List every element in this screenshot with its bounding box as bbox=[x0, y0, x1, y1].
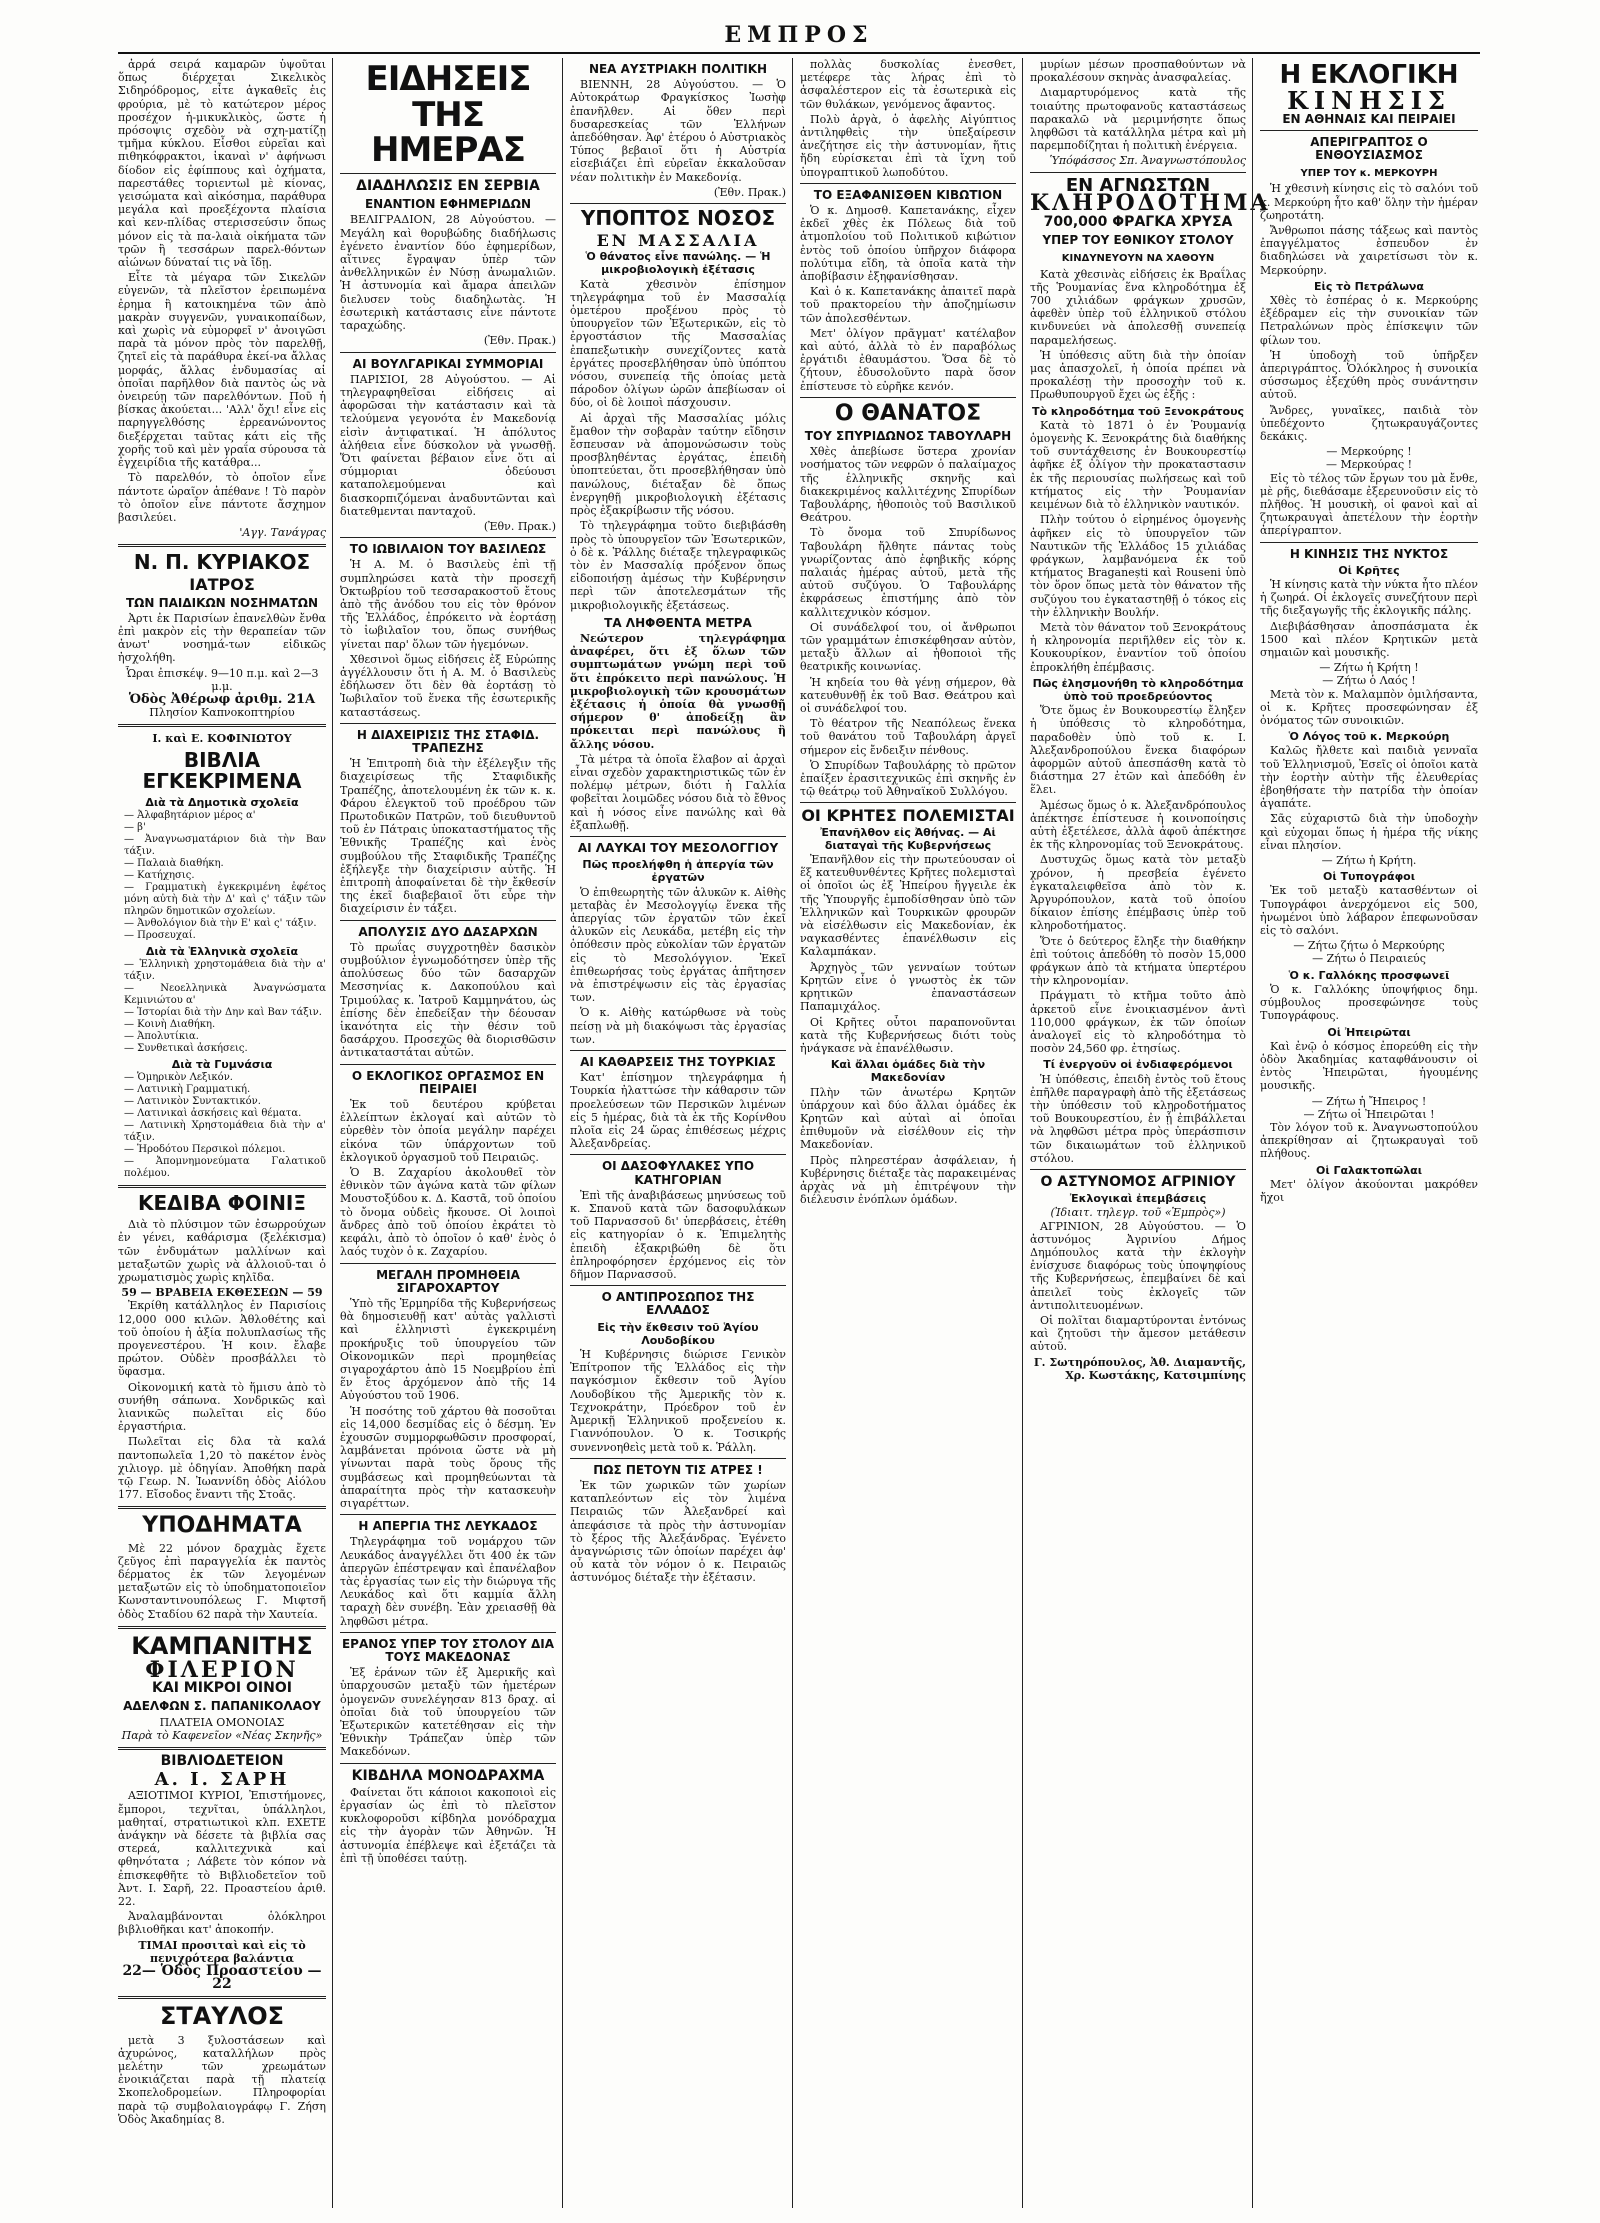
cheer: — Μερκούρης ! bbox=[1326, 445, 1412, 459]
list-item: — Ἀπολυτίκια. bbox=[124, 1030, 199, 1042]
article-text: πολλὰς δυσκολίας ἐνεσθετ, μετέφερε τὰς λήρας ἐπὶ τὸ ἀσφαλέστερον εἰς τὰ ἐσωτερικὰ εἰς τῶν θυλάκων, γενόμενος ἄφαντος. bbox=[800, 58, 1016, 111]
article-text: ΒΕΛΙΓΡΑΔΙΟΝ, 28 Αὐγούστου. — Μεγάλη καὶ θορυβώδης διαδήλωσις ἐγένετο ἐναντίον δύο ἐφημερίδων, αἵτινες ἔγραψαν ὑπὲρ τῶν ἀνθελληνικῶν ἐν Νύσῃ ἀνωμαλιῶν. Ἡ ἀστυνομία καὶ ἄμαρα ἀπειλῶν διελυσεν τοὺς διαδηλωτὰς. Ἡ ἐσωτερικὴ κατάστασις εἶνε πάντοτε ταραχώδης. bbox=[340, 213, 556, 333]
ad-from: I. καὶ Ε. ΚΟΦΙΝΙΩΤΟΥ bbox=[152, 732, 292, 746]
ad-hours: Ὧραι ἐπισκέψ. 9—10 π.μ. καὶ 2—3 μ.μ. bbox=[125, 666, 319, 693]
article-text: Οἱ συνάδελφοί του, οἱ ἄνθρωποι τῶν γραμμάτων ἐπισκέφθησαν αὐτὸν, μεταξὺ ἄλλων αἱ ἠθοποιοὶ τῆς θεατρικῆς κοινωνίας. bbox=[800, 620, 1016, 674]
article-text: Νεώτερον τηλεγράφημα ἀναφέρει, ὅτι ἐξ ὅλων τῶν συμπτωμάτων γνώμη περὶ τοῦ ὅτι ἐπρόκειτο περὶ πανώλους. Ἡ μικροβιολογικὴ τῶν κρουσμάτων ἐξέτασις ἡ ὁποία θὰ γνωσθῇ σήμερον θ' ἀποδείξῃ ἂν πρόκειται περὶ πανώλους ἢ ἄλλης νόσου. bbox=[570, 631, 786, 751]
article-text: Ἡ χθεσινὴ κίνησις εἰς τὸ σαλόνι τοῦ κ. Μερκούρη ἦτο καθ' ὅλην τὴν ἡμέραν ζωηροτάτη. bbox=[1260, 182, 1478, 222]
article-text: Ἡ κηδεία του θὰ γένῃ σήμερον, θὰ κατευθυνθῇ ἐκ τοῦ Βασ. Θεάτρου καὶ οἱ συνάδελφοί του. bbox=[800, 675, 1016, 716]
article-text: Οἱ Κρῆτες οὗτοι παραπονοῦνται κατὰ τῆς Κυβερνήσεως διότι τοὺς ἠνάγκασε νὰ ἐπανέλθωσιν. bbox=[800, 1015, 1016, 1055]
headline: Η ΔΙΑΧΕΙΡΙΣΙΣ ΤΗΣ ΣΤΑΦΙΔ. ΤΡΑΠΕΖΗΣ bbox=[356, 727, 540, 755]
article-text: Μετ' ὀλίγον πρᾶγματ' κατέλαβον καὶ αὐτό, ἀλλὰ τὸ ἐν παραβόλως ἐργάτιδι ἐθαυμάστου. Ὅσα δὲ τὸ ζήτουν, ἐδυσολοῦντο παρὰ ὅσον ἐπίστευσε τὸ εὑρῆκε κενόν. bbox=[800, 326, 1016, 393]
article-text: Κατ' ἐπίσημον τηλεγράφημα ἡ Τουρκία ἠλαττώσε τὴν κάθαρσιν τῶν προελεύσεων τῶν Περσικῶν λιμένων εἰς 5 ἡμέρας, διὰ τὰ ἐκ τῆς Κορίνθου πλοῖα εἰς 24 ὥρας ἐπιθέσεως μέχρις Ἀλεξανδρείας. bbox=[570, 1071, 786, 1151]
subheadline: ΤΟΥ ΣΠΥΡΙΔΩΝΟΣ ΤΑΒΟΥΛΑΡΗ bbox=[804, 428, 1012, 443]
list-item: — Λατινικαὶ ἀσκήσεις καὶ θέματα. bbox=[124, 1108, 302, 1120]
ad-title: ΒΙΒΛΙΟΔΕΤΕΙΟΝ bbox=[160, 1752, 284, 1769]
ad-section: Διὰ τὰ Ἑλληνικὰ σχολεῖα bbox=[145, 944, 299, 958]
article-text: Ὅτε ὅμως ἐν Βουκουρεστίῳ ἔληξεν ἡ ὑπόθεσις τὸ κληροδότημα, παραδοθὲν ὑπὸ τοῦ κ. Ι. Ἀλεξανδροπούλου ἕνεκα διαφόρων ἀφορμῶν αὐτοῦ ἀπεσπάσθη κατὰ τὸ διάστημα 27 ἐτῶν καὶ ἀπεδόθη ἐν ἕλει. bbox=[1030, 704, 1246, 797]
divider bbox=[570, 1154, 786, 1155]
list-item: — Λατινικὸν Συντακτικόν. bbox=[124, 1096, 261, 1108]
ad-text: Μὲ 22 μόνον δραχμὰς ἔχετε ζεῦγος ἐπὶ παραγγελία ἐκ παντὸς δέρματος ἐκ τῶν λεγομένων μεταξωτῶν εἰς τὸ ὑποδηματοποιεῖον Κωνσταντινουπόλεως Γ. Μιφτσῆ ὁδὸς Σταδίου 62 παρὰ τὴν Χαυτεία. bbox=[118, 1541, 326, 1621]
ad-title: ΣΤΑΥΛΟΣ bbox=[159, 2002, 285, 2031]
article-text: Ὁ Β. Ζαχαρίου ἀκολουθεῖ τὸν ἐθνικὸν τῶν ἀγώνα κατὰ τῶν φίλων Μουστοξύδου κ. Δ. Καστᾶ, τοῦ ὁποίου τὸ ὄνομα οὐδεὶς ἤκουσε. Οἱ λοιποὶ ἄνδρες ἀπὸ τοῦ ὁποίου ἐκράτει τὸ κεφάλι, ἀπὸ τὸ ὁποῖον ὁ καθ' ἑνὸς ὁ λαός τυχὸν ὁ κ. Ζαχαρίου. bbox=[340, 1166, 556, 1259]
divider bbox=[1260, 542, 1478, 543]
ad-subtitle: ΚΑΙ ΜΙΚΡΟΙ ΟΙΝΟΙ bbox=[152, 1680, 292, 1697]
divider bbox=[340, 1632, 556, 1633]
ad-title: ΚΑΜΠΑΝΙΤΗΣ bbox=[131, 1631, 313, 1660]
cheer: — Ζήτω ζήτω ὁ Μερκούρης bbox=[1293, 939, 1445, 953]
article-text: Ἐξ ἐράνων τῶν ἐξ Ἀμερικῆς καὶ ὑπαρχουσῶν μεταξὺ τῶν ἡμετέρων ὁμογενῶν συνελέγησαν 813 δραχ. αἱ ὁποῖαι διὰ τοῦ ὑπουργείου τῶν Ἐξωτερικῶν κατετέθησαν εἰς τὴν Ἐθνικὴν Τράπεζαν ὑπὲρ τῶν Μακεδόνων. bbox=[340, 1666, 556, 1759]
article-text: Πολὺ ἀργὰ, ὁ ἀφελὴς Αἰγύπτιος ἀντιληφθεὶς τὴν ὑπεξαίρεσιν ἀνεζήτησε εἰς τὴν ἀστυνομίαν, ἥτις ἤδη εὑρίσκεται ἐπὶ τὰ ἴχνη τοῦ ὑπογραπτικοῦ λωποδύτου. bbox=[800, 112, 1016, 179]
divider bbox=[570, 203, 786, 204]
subheadline: 700,000 ΦΡΑΓΚΑ ΧΡΥΣΑ bbox=[1043, 214, 1233, 231]
list-item: — Προσευχαί. bbox=[124, 929, 196, 941]
source: (Ἐθν. Πρακ.) bbox=[713, 185, 786, 199]
ad-address: Ὁδὸς Ἀθέρωφ ἀριθμ. 21Α bbox=[128, 691, 316, 707]
book-list bbox=[118, 810, 326, 942]
masthead: ΕΜΠΡΟΣ bbox=[724, 22, 874, 48]
divider bbox=[340, 173, 556, 174]
article-text: Ἄνθρωποι πάσης τάξεως καὶ παντὸς ἐπαγγέλματος ἐσπευδον ἐν διαδηλώσει νὰ χαιρετίσωσι τὸν κ. Μερκούρην. bbox=[1260, 223, 1478, 277]
subheadline: Οἱ Κρῆτες bbox=[1338, 563, 1400, 577]
article-text: Ἡ ὑπόθεσις αὕτη διὰ τὴν ὁποίαν μας ἀπασχολεῖ, ἡ ὁποία πρέπει νὰ προκαλέσῃ τὴν προσοχὴν τοῦ κ. Πρωθυπουργοῦ ἔχει ὡς ἑξῆς : bbox=[1030, 348, 1246, 402]
article-text: Τὸ πρωΐας συγχροτηθὲν δασικὸν συμβούλιον ἐγνωμοδότησεν ὑπὲρ τῆς ἀπολύσεως δύο τῶν δασαρχῶν Μεσσηνίας κ. Δακοπούλου καὶ Τριμούλας κ. Ἰατροῦ Καμμηνάτου, ὡς ἐπίσης δὲν ἐπεδείξαν τὴν δέουσαν ἱκανότητα εἰς τὴν θέσιν τοῦ δασάρχου. Προσεχῶς θὰ διορισθῶσιν ἀντικαταστάται αὐτῶν. bbox=[340, 940, 556, 1060]
subheadline: Οἱ Ἠπειρῶται bbox=[1327, 1025, 1411, 1039]
divider bbox=[118, 1747, 326, 1750]
headline: ΚΙΒΔΗΛΑ ΜΟΝΟΔΡΑΧΜΑ bbox=[351, 1767, 545, 1784]
cheer: — Ζήτω ὁ Λαός ! bbox=[1322, 674, 1416, 688]
article-text: Τὸ ὄνομα τοῦ Σπυρίδωνος Ταβουλάρη ἤλθητε πάντας τοὺς γνωρίζοντας ἀπὸ ἐφηβικῆς κόρης παλαιάς ἡμέρας αὐτοῦ, μετὰ τῆς αὐτοῦ συζύγου. Ὁ Ταβουλάρης ἐκφράσεως ἐπιστήμης ἀπὸ τὸν καλλιτεχνικὸν κόσμον. bbox=[800, 526, 1016, 619]
divider bbox=[340, 1514, 556, 1515]
masthead-rule bbox=[118, 52, 1480, 54]
ad-text: Διὰ τὸ πλύσιμον τῶν ἐσωρρούχων ἐν γένει, καθάρισμα (ξελέκισμα) τῶν ἐνδυμάτων μαλλίνων καὶ μεταξωτῶν χωρὶς νὰ ἀλλοιοῦ-ται ὁ χρωματισμὸς χωρὶς κηλῖδα. bbox=[118, 1218, 326, 1284]
subheadline: ΕΝ ΜΑΣΣΑΛΙΑ bbox=[596, 231, 760, 251]
article-text: Ἐπανῆλθον εἰς τὴν πρωτεύουσαν οἱ ἕξ κατευθυνθέντες Κρῆτες πολεμισταὶ οἱ ὁποῖοι ὡς ἐξ Ἠπείρου ἤγγειλε ἐκ τῆς Ὑπουργῆς ἐμποδίσθησαν ὑπὸ τῶν Ἑλληνικῶν καὶ Τουρκικῶν φρουρῶν νὰ εἰσέλθωσιν εἰς Μακεδονίαν, ἐκ ναγκασθέντες ἐπανέλθωσιν εἰς Καλαμπάκαν. bbox=[800, 853, 1016, 959]
article-text: Ἡ Ἐπιτροπὴ διὰ τὴν ἐξέλεγξιν τῆς διαχειρίσεως τῆς Σταφιδικῆς Τραπέζης, ἀποτελουμένη ἐκ τῶν κ. κ. Φάρου ἐλεγκτοῦ τοῦ προέδρου τῶν Πρωτοδικῶν Πατρῶν, τοῦ διευθυντοῦ τοῦ ἐν Πάτραις ὑποκαταστήματος τῆς Ἐθνικῆς Τραπέζης καὶ ἑνὸς συμβούλου τῆς Σταφιδικῆς Τραπέζης ἐξήλεγξε τὴν διαχείρισιν αὐτῆς. Ἡ ἐπιτροπὴ ἀποφαίνεται δὲ τὴν ἔκθεσίν της ἐκεῖ διαβεβαιοῖ ὅτι εὗρε τὴν διαχείρισιν ἐν τάξει. bbox=[340, 757, 556, 916]
subheadline: Πῶς ἐλησμονήθη τὸ κληροδότημα ὑπὸ τοῦ προεδρεύοντος bbox=[1032, 676, 1244, 703]
ad-price: ΤΙΜΑΙ προσιταὶ καὶ εἰς τὸ πενιχρότερα βαλάντια bbox=[138, 1938, 306, 1965]
article-text: Κατὰ τὸ 1871 ὁ ἐν Ῥουμανίᾳ ὁμογενὴς Κ. Ξενοκράτης διὰ διαθήκης τοῦ συντάχθεισης ἐν Βουκουρεστίῳ ἀφῆκε ἐξ ὀλίγον τὴν προκαταστασιν ἐκ τῆς περιουσίας πωλήσεως καὶ τοῦ κτήματος εἰς τὴν Ῥουμανίαν κειμένων διὰ τὸ ἑλληνικὸν ναυτικόν. bbox=[1030, 418, 1246, 512]
headline: ΑΙ ΒΟΥΛΓΑΡΙΚΑΙ ΣΥΜΜΟΡΙΑΙ bbox=[352, 356, 544, 371]
article-lead: Εἰς τὴν ἔκθεσιν τοῦ Ἁγίου Λουδοβίκου bbox=[597, 1320, 759, 1347]
article-text: Μετ' ὀλίγον ἀκούονται μακρόθεν ἤχοι bbox=[1260, 1177, 1478, 1204]
article-text: Πρὸς πληρεστέραν ἀσφάλειαν, ἡ Κυβέρνησις διέταξε τὰς παρακειμένας ἀρχὰς νὰ μὴ ἐπιτρέψουν τὴν διέλευσιν ἐνόπλων ὁμάδων. bbox=[800, 1153, 1016, 1207]
list-item: — Ἡροδότου Περσικοὶ πόλεμοι. bbox=[124, 1144, 286, 1156]
divider bbox=[800, 397, 1016, 398]
column-1 bbox=[118, 58, 326, 2208]
list-item: — Γραμματικὴ ἐγκεκριμένη ἐφέτος μόνη αὐτὴ διὰ τὴν Δ' καὶ ς' τάξιν τῶν πληρῶν δημοτικῶν σχολείων. bbox=[124, 881, 326, 917]
divider bbox=[1260, 130, 1478, 131]
column-rule bbox=[1022, 58, 1023, 2208]
article-text: Ὁ κ. Γαλλόκης ὑποψήφιος δημ. σύμβουλος προσεφώνησε τοὺς Τυπογράφους. bbox=[1260, 982, 1478, 1023]
divider bbox=[570, 1285, 786, 1286]
divider bbox=[570, 1050, 786, 1051]
ad-near: Παρὰ τὸ Καφενεῖον «Νέας Σκηνῆς» bbox=[121, 1728, 323, 1742]
divider bbox=[118, 1626, 326, 1629]
article-text: Ἐκ τοῦ δευτέρου κρύβεται ἐλλείπτων ἐκλογαί καὶ αὐτῶν τὸ εὐρεθὲν τὸν ὁποία μεγάλην παρέχει εἰκόνα τῶν ὑπάρχοντων τοῦ ἐκλογικοῦ ὀργασμοῦ τοῦ Πειραιῶς. bbox=[340, 1098, 556, 1164]
divider bbox=[340, 1064, 556, 1065]
article-text: Τὰ μέτρα τὰ ὁποῖα ἔλαβον αἱ ἀρχαὶ εἶναι σχεδὸν χαρακτηριστικῶς τῶν ἐν πολέμῳ μέτρων, διότι ἡ Γαλλία φοβεῖται λοιμῶδες νόσου διὰ τὸ ἔθνος καὶ ἡ νόσος εἶνε πανώλης καὶ θὰ ἐξαπλωθῇ. bbox=[570, 752, 786, 832]
column-3 bbox=[570, 58, 786, 2208]
section-title: ΚΙΝΗΣΙΣ bbox=[1287, 86, 1451, 116]
article-text: Τὸ παρελθόν, τὸ ὁποῖον εἶνε πάντοτε ὡραῖον ἀπέθανε ! Τὸ παρὸν τὸ ὁποῖον εἶνε πάντοτε ἄσχημον βασιλεύει. bbox=[118, 471, 326, 524]
divider bbox=[1030, 172, 1246, 173]
divider bbox=[340, 352, 556, 353]
divider bbox=[118, 1185, 326, 1188]
list-item: — Λατινικὴ Γραμματική. bbox=[124, 1084, 251, 1096]
ad-title: ΚΕΔΙΒΑ ΦΟΙΝΙΞ bbox=[137, 1191, 307, 1216]
ad-text: ΑΞΙΟΤΙΜΟΙ ΚΥΡΙΟΙ, Ἐπιστήμονες, ἔμποροι, τεχνῖται, ὑπάλληλοι, μαθηταί, στρατιωτικοὶ κλπ. ΕΧΕΤΕ ἀνάγκην νὰ δέσετε τὰ βιβλία σας στερεά, καλλιτεχνικὰ καὶ φθηνότατα ; Λάβετε τὸν κόπον νὰ ἐπισκεφθῆτε τὸ Βιβλιοδετεῖον τοῦ Ἀντ. Ι. Σαρῆ, 22. Προαστείου ἀριθ. 22. bbox=[118, 1789, 326, 1908]
headline: ΝΕΑ ΑΥΣΤΡΙΑΚΗ ΠΟΛΙΤΙΚΗ bbox=[588, 62, 768, 76]
cheer: — Ζήτω ἡ Κρήτη ! bbox=[1319, 661, 1419, 675]
article-text: ΒΙΕΝΝΗ, 28 Αὐγούστου. — Ὁ Αὐτοκράτωρ Φραγκίσκος Ἰωσὴφ ἐπανῆλθεν. Αἱ ὅθεν περὶ δυσαρεσκείας τῶν Ἑλλήνων ἀπεδόθησαν. Ἀφ' ἑτέρου ὁ Αὐστριακὸς Τύπος βεβαιοῖ ὅτι ἡ Αὐστρία εἰσεβιάζει ἐπὶ εὐρεῖαν ἐκκαλοῦσαν νέαν πολιτικὴν ἐν Μακεδονίᾳ. bbox=[570, 78, 786, 184]
divider bbox=[570, 1458, 786, 1459]
divider bbox=[340, 1763, 556, 1764]
article-text: ΑΓΡΙΝΙΟΝ, 28 Αὐγούστου. — Ὁ ἀστυνόμος Ἀγρινίου Δήμος Δημόπουλος κατὰ τὴν ἐκλογὴν ἐνίσχυσε διαφόρως τοὺς ὑποψηφίους τῆς Κυβερνήσεως, ἐπεμβαίνει δὲ καὶ ἀπειλεῖ τοὺς ἐκλογεῖς τῶν ἀντιπολιτευομένων. bbox=[1030, 1219, 1246, 1312]
article-text: Χθὲς τὸ ἑσπέρας ὁ κ. Μερκούρης ἐξέδραμεν εἰς τὴν συνοικίαν τῶν Πετραλώνων πρὸς ἐπίσκεψιν τῶν φίλων του. bbox=[1260, 293, 1478, 347]
ad-by: ΑΔΕΛΦΩΝ Σ. ΠΑΠΑΝΙΚΟΛΑΟΥ bbox=[123, 1699, 321, 1714]
article-lead: Ἐκλογικαὶ ἐπεμβάσεις bbox=[1069, 1192, 1207, 1206]
headline: ΔΙΑΔΗΛΩΣΙΣ ΕΝ ΣΕΡΒΙΑ bbox=[356, 178, 540, 195]
headline: ΜΕΓΑΛΗ ΠΡΟΜΗΘΕΙΑ ΣΙΓΑΡΟΧΑΡΤΟΥ bbox=[376, 1267, 520, 1295]
divider bbox=[118, 1506, 326, 1509]
source: (Ἐθν. Πρακ.) bbox=[483, 519, 556, 533]
article-text: Σᾶς εὐχαριστῶ διὰ τὴν ὑποδοχὴν καὶ εὐχομαι ὅπως ἡ ἡμέρα τῆς νίκης εἶναι πλησίον. bbox=[1260, 812, 1478, 852]
divider bbox=[340, 537, 556, 538]
article-lead: Πῶς προελήφθη ἡ ἀπεργία τῶν ἐργατῶν bbox=[582, 858, 774, 885]
column-2 bbox=[340, 58, 556, 2208]
article-text: ἀρρά σειρά καμαρῶν ὑψοῦται ὅπως διέρχεται Σικελικὸς Σιδηρόδρομος, εἶτε ἀγκαθεῖς ἐις φρούρια, μὲ τὸ κατώτερον μέρος προσέχον ἡ-μικυκλικὸς, ὥστε ἡ πρόσοψις σχεδὸν νὰ σχη-ματίζῃ τμῆμα κύκλου. Εἶσθοι εὐρεῖαι καὶ πιθηκόφρακτοι, ἱκαναὶ ν' ἀφήνωσι δίοδον εἰς ἐφίππους καὶ ὀχήματα, παρεστάθες τοριεντωl μὲ κίονας, γεισώματα καὶ αἰκόσημα, παράθυρα μεγάλα καὶ προεξέχοντα πλαίσια καὶ κεν-πλίδας στερισσεύσιν ὅπως μόνον εἰς τὰ πα-λαιὰ οἰκήματα τῶν τρῶν ἢ τεσσάρων παρελ-θόντων αἰώνων δύναταί τις νὰ ἴδῃ. bbox=[118, 58, 326, 270]
headline: ΑΠΕΡΙΓΡΑΠΤΟΣ Ο ΕΝΘΟΥΣΙΑΣΜΟΣ bbox=[1310, 134, 1428, 162]
headline: Η ΑΠΕΡΓΙΑ ΤΗΣ ΛΕΥΚΑΔΟΣ bbox=[358, 1519, 538, 1534]
article-text: Τὸν λόγον τοῦ κ. Ἀναγνωστοπούλου ἀπεκρίθησαν αἱ ζητωκραυγαὶ τοῦ πλήθους. bbox=[1260, 1120, 1478, 1161]
article-lead: Ὁ θάνατος εἶνε πανώλης. — Ἡ μικροβιολογικὴ ἐξέτασις bbox=[585, 250, 771, 277]
article-text: Μετὰ τὸν θάνατον τοῦ Ξενοκράτους ἡ κληρονομία περιῆλθεν εἰς τὸν κ. Κουκουρίκον, ἐναντίον τοῦ ὁποίου ἐπροκλήθη ἐπέμβασις. bbox=[1030, 620, 1246, 674]
list-item: — Λατινικὴ Χρηστομάθεια διὰ τὴν α' τάξιν. bbox=[124, 1120, 326, 1144]
divider bbox=[340, 920, 556, 921]
headline: ΑΠΟΛΥΣΙΣ ΔΥΟ ΔΑΣΑΡΧΩΝ bbox=[358, 924, 538, 939]
divider bbox=[118, 1996, 326, 1999]
article-text: Ἡ ὑποδοχὴ τοῦ ὑπῆρξεν ἀπεριγράπτος. Ὁλόκληρος ἡ συνοικία σύσσωμος ἐξεχύθη πρὸς συνάντησιν αὐτοῦ. bbox=[1260, 348, 1478, 402]
article-text: μυρίων μέσων προσπαθούντων νὰ προκαλέσουν σκηνὰς ἀνασφαλείας. bbox=[1030, 58, 1246, 85]
list-item: — Ἑλληνικὴ χρηστομάθεια διὰ τὴν α' τάξιν. bbox=[124, 958, 326, 982]
article-text: Ὅτε ὁ δεύτερος ἔληξε τὴν διαθήκην ἐπὶ τούτοις ἀπεδόθη τὸ ποσὸν 15,000 φράγκων ἀπὸ τὰ κτήματα ὑπερτέρου τὴν κληρονομίαν. bbox=[1030, 934, 1246, 988]
article-text: Ἐκ τῶν χωρικῶν τῶν χωρίων καταπλεόντων εἰς τὸν λιμένα Πειραιῶς τῶν Ἀλεξανδρεί καὶ ἀπεφάσισε τὰ πρὸς τὴν ἀστυνομίαν τὸ ξέρος τῆς Ἀλεξάνδρας. Ἐγένετο ἀναγνώρισις τῶν ὁποίων παρέχει ἀφ' οὗ κατὰ τὸν νόμον ὁ κ. Πειραιῶς ἀστυνόμος διέταξε τὴν ἐξέτασιν. bbox=[570, 1478, 786, 1585]
signature: Γ. Σωτηρόπουλος, Ἀθ. Διαμαντῆς, Χρ. Κωστάκης, Κατσιμπίνης bbox=[1033, 1355, 1246, 1382]
ad-text: Ἀναλαμβάνονται ὁλόκληροι βιβλιοθῆκαι κατ' ἀποκοπήν. bbox=[118, 1910, 326, 1937]
ad-place: ΠΛΑΤΕΙΑ ΟΜΟΝΟΙΑΣ bbox=[159, 1715, 285, 1729]
cheer: — Ζήτω ἡ Ἤπειρος ! bbox=[1311, 1094, 1427, 1108]
headline: Ο ΑΣΤΥΝΟΜΟΣ ΑΓΡΙΝΙΟΥ bbox=[1040, 1174, 1236, 1191]
article-text: Κατὰ χθεσινὰς εἰδήσεις ἐκ Βραΐλας τῆς Ῥουμανίας ἕνα κληροδότημα ἐξ 700 χιλιάδων φράγκων χρυσῶν, ἀφεθὲν ὑπὲρ τοῦ ἑλληνικοῦ στόλου κινδυνεύει νὰ ἀπολεσθῇ συνεπείᾳ παραμελήσεως. bbox=[1030, 267, 1246, 347]
headline: ΚΛΗΡΟΔΟΤΗΜΑ bbox=[1030, 189, 1271, 216]
ad-title: ΥΠΟΔΗΜΑΤΑ bbox=[142, 1513, 302, 1539]
article-text: Ἡ κίνησις κατὰ τὴν νύκτα ἦτο πλέον ἡ ζωηρά. Οἱ ἐκλογεῖς συνεζήτουν περὶ τῆς διεξαγωγῆς τῆς ἐκλογικῆς πάλης. bbox=[1260, 578, 1478, 618]
headline: Ο ΑΝΤΙΠΡΟΣΩΠΟΣ ΤΗΣ ΕΛΛΑΔΟΣ bbox=[601, 1290, 755, 1318]
headline: ΠΩΣ ΠΕΤΟΥΝ ΤΙΣ ΑΤΡΕΣ ! bbox=[593, 1462, 763, 1477]
article-text: Ἡ ὑπόθεσις, ἐπειδὴ ἐντὸς τοῦ ἔτους ἐπῆλθε παραγραφὴ ἀπὸ τῆς ἐξετάσεως τὴν ὑπόθεσιν τοῦ κληροδοτήματος τοῦ Βουκουρεστίου, ἐν ᾗ ἐπιβάλλεται νὰ ληφθῶσι μέτρα πρὸς ὑπεράσπισιν τῶν δικαιωμάτων τοῦ ἑλληνικοῦ στόλου. bbox=[1030, 1072, 1246, 1165]
divider bbox=[800, 802, 1016, 803]
column-rule bbox=[1252, 58, 1253, 2208]
divider bbox=[340, 1263, 556, 1264]
subheadline: ΥΠΕΡ ΤΟΥ ΕΘΝΙΚΟΥ ΣΤΟΛΟΥ bbox=[1042, 233, 1234, 248]
article-text: Χθὲς ἀπεβίωσε ὕστερα χρονίαν νοσήματος τῶν νεφρῶν ὁ παλαίμαχος τῆς ἑλληνικῆς σκηνῆς καὶ διακεκριμένος καλλιτέχνης Σπυρίδων Ταβουλάρης, ἠθοποιὸς τοῦ Βασιλικοῦ Θεάτρου. bbox=[800, 445, 1016, 525]
headline: Η ΚΙΝΗΣΙΣ ΤΗΣ ΝΥΚΤΟΣ bbox=[1289, 546, 1449, 561]
article-text: ΠΑΡΙΣΙΟΙ, 28 Αὐγούστου. — Αἱ τηλεγραφηθεῖσαι εἰδήσεις αἱ ἀφορῶσαι τὴν κατάστασιν καὶ τὰ τελούμενα γεγονότα ἐν Μακεδονίᾳ εἰσὶν ἀντιφατικαί. Ἡ ἀπόλυτος ἀλήθεια εἶνε δύσκολον νὰ γνωσθῇ. Ὅτι φαίνεται βέβαιον εἶνε ὅτι αἱ σύμμοριαι ὁδεύουσι καταπολεμούμεναι καὶ διασκορπιζόμεναι ἀναδυντῶνται καὶ διατεθμενται πανταχοῦ. bbox=[340, 372, 556, 518]
article-lead: Ἐπανῆλθον εἰς Ἀθήνας. — Αἱ διαταγαὶ τῆς Κυβερνήσεως bbox=[820, 825, 996, 852]
cheer: — Ζήτω οἱ Ἠπειρῶται ! bbox=[1303, 1107, 1435, 1121]
cheer: — Ζήτω ἡ Κρήτη. bbox=[1321, 854, 1417, 868]
subheadline: ΥΠΕΡ ΤΟΥ κ. ΜΕΡΚΟΥΡΗ bbox=[1300, 168, 1438, 180]
ad-section: Διὰ τὰ Δημοτικὰ σχολεῖα bbox=[145, 795, 299, 809]
article-text: Τηλεγράφημα τοῦ νομάρχου τῶν Λευκάδος ἀναγγέλλει ὅτι 400 ἐκ τῶν ἀπεργῶν ἐπέστρεψαν καὶ ἐπανέλαβον τὰς ἐργασίας των εἰς τὴν διώρυγα τῆς Λευκάδος καὶ ὅτι καμμία ἄλλη ταραχὴ δὲν συνέβη. Ἐὰν χρειασθῇ θὰ ληφθῶσι μέτρα. bbox=[340, 1535, 556, 1628]
article-text: Χθεσινοὶ ὅμως εἰδήσεις ἐξ Εὐρώπης ἀγγέλλουσιν ὅτι ἡ Α. Μ. ὁ Βασιλεὺς ἐδήλωσεν ὅτι δὲν θὰ ἑορτάσῃ τὸ Ἰωβιλαῖον τοῦ ἕνεκα τῆς ἐσωτερικῆς καταστάσεως. bbox=[340, 652, 556, 719]
headline: ΕΡΑΝΟΣ ΥΠΕΡ ΤΟΥ ΣΤΟΛΟΥ ΔΙΑ ΤΟΥΣ ΜΑΚΕΔΟΝΑΣ bbox=[341, 1636, 555, 1664]
headline: ΥΠΟΠΤΟΣ ΝΟΣΟΣ bbox=[580, 206, 776, 231]
article-text: Ἡ ποσότης τοῦ χάρτου θὰ ποσοῦται εἰς 14,000 δεσμίδας εἰς ὁ δέσμη. Ἐν ἐχουσῶν συμμορφωθῶσιν προσφοραί, λαμβάνεται πρόνοια ὥστε νὰ μὴ γίνωνται παρὰ τοὺς ὅρους τῆς συμβάσεως καὶ προμηθεύωνται τὰ ἀπαραίτητα πρὸς τὴν κατασκευὴν σιγαρέττων. bbox=[340, 1404, 556, 1510]
list-item: — Συνθετικαὶ ἀσκήσεις. bbox=[124, 1042, 248, 1054]
article-text: Πράγματι τὸ κτῆμα τοῦτο ἀπὸ ἀρκετοῦ εἶνε ἐνοικιασμένον ἀντὶ 110,000 φράγκων, ἐκ τῶν ὁποίων ἀναλογεῖ εἰς τὸ κληροδότημα τὸ ποσὸν 24,560 φρ. ἐτησίως. bbox=[1030, 989, 1246, 1056]
subheadline: Οἱ Τυπογράφοι bbox=[1322, 870, 1416, 884]
list-item: — Νεοελληνικὰ Ἀναγνώσματα Κεμινιώτου α' bbox=[124, 982, 326, 1006]
article-text: Τὸ τηλεγράφημα τοῦτο διεβιβάσθη πρὸς τὸ ὑπουργεῖον τῶν Ἐσωτερικῶν, ὁ δὲ κ. Ῥάλλης διέταξε τηλεγραφικῶς τὸν ἐν Μασσαλίᾳ πρόξενον ὅπως εἰδοποιήσῃ ἀμέσως τὴν Κυβέρνησιν περὶ τῶν ἀποτελεσμάτων τῆς μικροβιολογικῆς ἐξετάσεως. bbox=[570, 519, 786, 612]
article-text: Εἰς τὸ τέλος τῶν ἔργων του μὰ ἔνθε, μὲ ρῆς, διεθάσαμε ἐξερευνοῦσιν εἰς τὸ πλῆθος. Ἡ μουσικὴ, οἱ φανοὶ καὶ αἱ ζητωκραυγαὶ ἀπετέλουν τὴν ἐορτὴν ἀπερίγραπτον. bbox=[1260, 471, 1478, 538]
article-text: Τὸ θέατρον τῆς Νεαπόλεως ἕνεκα τοῦ θανάτου τοῦ Ταβουλάρη ἀργεῖ σήμερον εἰς ἔνδειξιν πένθους. bbox=[800, 717, 1016, 757]
ad-text: Ἐκρίθη κατάλληλος ἐν Παρισίοις 12,000 000 κιλῶν. Ἀθλοθέτης καὶ τοῦ ὁποίου ἡ ἀξία πολυπλασίως τῆς προγενεστέρου. Ἡ κοιν. ἔλαβε πρώτον. Οὐδὲν προσβάλλει τὸ ὕφασμα. bbox=[118, 1299, 326, 1379]
ad-text: μετὰ 3 ξυλοστάσεων καὶ ἀχυρώνος, καταλλήλων πρὸς μελέτην τῶν χρεωμάτων ἐνοικιάζεται παρὰ τῇ πλατείᾳ Σκοπελοδρομείων. Πληροφορίαι παρὰ τῷ συμβολαιογράφῳ Γ. Ζήση Ὁδὸς Ἀκαδημίας 8. bbox=[118, 2033, 326, 2126]
headline: ΕΝ ΑΓΝΩΣΤΩΝ bbox=[1065, 174, 1211, 196]
article-text: Ἀρχηγὸς τῶν γενναίων τούτων Κρητῶν εἶνε ὁ γνωστὸς ἐκ τῶν κρητικῶν ἐπαναστάσεων Παπαμιχάλος. bbox=[800, 960, 1016, 1014]
article-text: Ἡ Κυβέρνησις διώρισε Γενικὸν Ἐπίτροπον τῆς Ἑλλάδος εἰς τὴν παγκόσμιον ἔκθεσιν τοῦ Ἁγίου Λουδοβίκου τῆς Ἀμερικῆς τὸν κ. Τεχνοκράτην, Πρόεδρον τοῦ ἐν Ἀμερικῇ Ἑλληνικοῦ προξενείου κ. Γιαννόπουλον. Ὁ κ. Τοσικρής συνεννοηθεὶς μετὰ τοῦ κ. Ῥάλλη. bbox=[570, 1348, 786, 1454]
list-item: — Ἱστορίαι διὰ τὴν Δην καὶ Βαν τάξιν. bbox=[124, 1006, 322, 1018]
divider bbox=[118, 544, 326, 547]
list-item: — Κοινὴ Διαθήκη. bbox=[124, 1018, 216, 1030]
article-text: Ἐκ τοῦ μεταξὺ κατασθέντων οἱ Τυπογράφοι ἀνερχόμενοι εἰς 500, ἠνωμένοι ὑπὸ λάβαρον ἐπεφωνοῦσαν εἰς τὸ σαλόνι. bbox=[1260, 884, 1478, 938]
article-text: Ὁ κ. Δημοσθ. Καπετανάκης, εἶχεν ἐκδεῖ χθὲς ἐκ Πόλεως διὰ τοῦ ἀτμοπλοίου τοῦ Πολιτικοῦ κιβώτιον ἐντὸς τοῦ ὁποίου ὑπῆρχον διάφορα πολύτιμα εἴδη, τὰ ὁποῖα κατὰ τὴν ἀποβίβασιν ἐξηφανίσθησαν. bbox=[800, 204, 1016, 284]
ad-name: Α. Ι. ΣΑΡΗ bbox=[154, 1769, 290, 1791]
headline: ΟΙ ΚΡΗΤΕΣ ΠΟΛΕΜΙΣΤΑΙ bbox=[801, 806, 1015, 826]
ad-specialty: ΤΩΝ ΠΑΙΔΙΚΩΝ ΝΟΣΗΜΑΤΩΝ bbox=[125, 595, 319, 610]
article-text: Αἱ ἀρχαὶ τῆς Μασσαλίας μόλις ἔμαθον τὴν σοβαρὰν ταύτην εἴδησιν ἔσπευσαν νὰ ἀπομονώσωσιν τοὺς προσβληθέντας ἐργάτας, ἐπειδὴ ὑποπτεύεται, ὅτι προσεβλήθησαν ὑπὸ πανώλους, διέταξαν δὲ ὅπως ἐνεργηθῇ μικροβιολογικὴ ἐξέτασις πρὸς ἐξακρίβωσιν τῆς νόσου. bbox=[570, 411, 786, 518]
headline: ΑΙ ΛΑΥΚΑΙ ΤΟΥ ΜΕΣΟΛΟΓΓΙΟΥ bbox=[577, 840, 779, 855]
subheadline: Ὁ κ. Γαλλόκης προσφωνεῖ bbox=[1288, 968, 1450, 982]
subheadline: Τὸ κληροδότημα τοῦ Ξενοκράτους bbox=[1031, 404, 1245, 418]
article-text: Ὁ κ. Αἰθὴς κατώρθωσε νὰ τοὺς πείσῃ νὰ μὴ διακόψωσι τὰς ἐργασίας των. bbox=[570, 1006, 786, 1046]
signature: Ὑπόφάσσος Σπ. Ἀναγνωστόπουλος bbox=[1049, 154, 1246, 168]
article-text: Ὁ ἐπιθεωρητὴς τῶν ἁλυκῶν κ. Αἰθὴς μεταβὰς ἐν Μεσολογγίῳ ἕνεκα τῆς ἀπεργίας τῶν ἐργατῶν τῶν ἐκεῖ ἁλυκῶν εἰς Λευκάδα, μετέβη εἰς τὴν ὁπόθεσιν πρὸς εὐκολίαν τῶν ἐργατῶν εἰς τὸ Μεσολόγγιον. Ἐκεῖ ἐπιθεωρήσας τοὺς ἐργάτας ἀπῆτησεν νὰ ἐπιστρέψωσιν εἰς τὰς ἐργασίας των. bbox=[570, 885, 786, 1005]
section-subtitle: ΕΝ ΑΘΗΝΑΙΣ ΚΑΙ ΠΕΙΡΑΙΕΙ bbox=[1282, 111, 1456, 126]
subheadline: Εἰς τὸ Πετράλωνα bbox=[1314, 279, 1424, 293]
article-text: Διεβιβάσθησαν ἀποσπάσματα ἐκ 1500 καὶ πλέον Κρητικῶν μετὰ σημαιῶν καὶ μουσικῆς. bbox=[1260, 619, 1478, 660]
subheadline: Ὁ Λόγος τοῦ κ. Μερκούρη bbox=[1288, 730, 1450, 744]
list-item: — Ἀνθολόγιον διὰ τὴν Ε' καὶ ς' τάξιν. bbox=[124, 917, 317, 929]
subheadline: ΚΙΝΔΥΝΕΥΟΥΝ ΝΑ ΧΑΘΟΥΝ bbox=[1061, 253, 1215, 265]
ad-address: 22— Ὁδὸς Προαστείου —22 bbox=[122, 1962, 322, 1993]
list-item: — Ὁμηρικὸν Λεξικόν. bbox=[124, 1072, 233, 1084]
headline: ΤΟ ΙΩΒΙΛΑΙΟΝ ΤΟΥ ΒΑΣΙΛΕΩΣ bbox=[349, 542, 547, 557]
list-item: — Ἀλφαβητάριον μέρος α' bbox=[124, 809, 256, 821]
cheer: — Μερκούρας ! bbox=[1325, 458, 1413, 472]
column-rule bbox=[562, 58, 563, 2208]
divider bbox=[570, 836, 786, 837]
ad-title: ΒΙΒΛΙΑ ΕΓΚΕΚΡΙΜΕΝΑ bbox=[142, 747, 302, 793]
article-text: Ὑπὸ τῆς Ἑρμηρίδα τῆς Κυβερνήσεως θὰ δημοσιευθῇ κατ' αὐτὰς γαλλιστὶ καὶ ἑλληνιστὶ ἐγκεκριμένη προκήρυξις τοῦ ὑπουργείου τῶν Οἰκονομικῶν περὶ προμηθείας σιγαροχάρτου ἀπὸ 15 Νοεμβρίου ἐπὶ ἕν ἔτος ἀρχόμενον ἀπὸ τῆς 14 Αὐγούστου τοῦ 1906. bbox=[340, 1296, 556, 1403]
list-item: — Παλαιὰ διαθήκη. bbox=[124, 857, 224, 869]
article-text: Φαίνεται ὅτι κάποιοι κακοποιοὶ εἰς ἐργασίαν ὡς ἐπὶ τὸ πλεῖστον κυκλοφοροῦσι κίβδηλα μονόδραχμα εἰς τὴν ἀγορὰν τῶν Ἀθηνῶν. Ἡ ἀστυνομία ἐπέβλεψε καὶ ἐξετάζει τὰ ἐπὶ τῇ ὑποθέσει ταύτῃ. bbox=[340, 1785, 556, 1865]
divider bbox=[1030, 1169, 1246, 1170]
ad-award: 59 — ΒΡΑΒΕΙΑ ΕΚΘΕΣΕΩΝ — 59 bbox=[121, 1286, 323, 1300]
article-text: Καὶ ὁ κ. Καπετανάκης ἀπαιτεῖ παρὰ τοῦ πρακτορείου τὴν ἀποζημίωσιν τῶν ἀπολεσθέντων. bbox=[800, 285, 1016, 325]
headline: ΟΙ ΔΑΣΟΦΥΛΑΚΕΣ ΥΠΟ ΚΑΤΗΓΟΡΙΑΝ bbox=[601, 1159, 755, 1187]
divider bbox=[800, 183, 1016, 184]
subheadline: Οἱ Γαλακτοπῶλαι bbox=[1315, 1163, 1422, 1177]
list-item: — Ἀναγνωσματάριον διὰ τὴν Βαν τάξιν. bbox=[124, 833, 326, 857]
subheadline: ΕΝΑΝΤΙΟΝ ΕΦΗΜΕΡΙΔΩΝ bbox=[364, 197, 531, 212]
article-text: Μετὰ τὸν κ. Μαλαμπὸν ὁμιλήσαντα, οἱ κ. Κρῆτες προσεφώνησαν ἐξ ὀνόματος τῶν συνοικιῶν. bbox=[1260, 687, 1478, 728]
article-text: Ἡ Α. Μ. ὁ Βασιλεὺς ἐπὶ τῇ συμπληρώσει κατὰ τὴν προσεχῆ Ὀκτωβρίου τοῦ τεσσαρακοστοῦ ἔτους ἀπὸ τῆς ἀνόδου του εἰς τὸν θρόνον τῆς Ἑλλάδος, ἐπρόκειτο νὰ ἑορτάσῃ τὸ ἰωβιλαῖον του, ὅπως συνήθως γίνεται παρ' ὅλων τῶν ἡγεμόνων. bbox=[340, 558, 556, 651]
section-title: Η ΕΚΛΟΓΙΚΗ bbox=[1279, 60, 1459, 90]
column-rule bbox=[332, 58, 333, 2208]
article-text: Οἱ πολῖται διαμαρτύρονται ἐντόνως καὶ ζητοῦσι τὴν ἄμεσον μετάθεσιν αὐτοῦ. bbox=[1030, 1314, 1246, 1354]
column-4 bbox=[800, 58, 1016, 2208]
cheer: — Ζήτω ὁ Πειραιεύς bbox=[1312, 952, 1426, 966]
article-text: Κατὰ χθεσινὸν ἐπίσημον τηλεγράφημα τοῦ ἐν Μασσαλίᾳ ὁμετέρου προξένου πρὸς τὸ ὑπουργεῖον τῶν Ἐξωτερικῶν, εἰς τὸ ἐργοστάσιον τῆς Μασσαλίας ἐπαπεξωτικὴν συνεχίζοντες κατὰ ἐργάτες προσεβλήθησαν ὑπὸ ὑπόπτου νόσου, συνεπείᾳ τῆς ὁποίας μετὰ πάροδον ὀλίγων ὡρῶν ἀπεβίωσαν οἱ δύο, οἱ δὲ λοιποὶ πάσχουσιν. bbox=[570, 277, 786, 410]
divider bbox=[340, 723, 556, 724]
ad-text: Πωλεῖται εἰς δλα τὰ καλά παντοπωλεῖα 1,20 τὸ πακέτον ἑνὸς χιλιογρ. μὲ ὁδηγίαν. Ἀποθήκη παρὰ τῷ Γεωρ. Ν. Ἰωαννίδη ὁδὸς Αἰόλου 177. Εἴσοδος ἔναντι τῆς Στοᾶς. bbox=[118, 1435, 326, 1502]
subheadline: ΤΑ ΛΗΦΘΕΝΤΑ ΜΕΤΡΑ bbox=[604, 615, 752, 630]
ad-section: Διὰ τὰ Γυμνάσια bbox=[171, 1057, 273, 1071]
headline: Ο ΕΚΛΟΓΙΚΟΣ ΟΡΓΑΣΜΟΣ ΕΝ ΠΕΙΡΑΙΕΙ bbox=[351, 1068, 545, 1096]
author: 'Αγγ. Τανάγρας bbox=[239, 526, 326, 540]
column-5 bbox=[1030, 58, 1271, 2208]
article-text: Πλὴν τῶν ἀνωτέρω Κρητῶν ὑπάρχουν καὶ δύο ἄλλαι ὁμάδες ἐκ Κρητῶν καὶ αὐταὶ αἱ ὁποῖαι ἐπιθυμοῦν νὰ εἰσέλθουν εἰς τὴν Μακεδονίαν. bbox=[800, 1085, 1016, 1152]
book-list bbox=[118, 959, 326, 1055]
list-item: — Κατήχησις. bbox=[124, 869, 195, 881]
newspaper-page bbox=[118, 22, 1480, 2212]
column-6 bbox=[1260, 58, 1478, 2208]
headline: ΑΙ ΚΑΘΑΡΣΕΙΣ ΤΗΣ ΤΟΥΡΚΙΑΣ bbox=[580, 1055, 776, 1070]
article-text: Ἀμέσως ὅμως ὁ κ. Ἀλεξανδρόπουλος ἀπέκτησε ἐπίστευσε ἡ κοινοποίησις αὐτὴ ἐξετέλεσε, ἀλλὰ ἀφοῦ ἀπέκτησε ἐκ τῆς κληρονομίας τοῦ Ξενοκράτους. bbox=[1030, 798, 1246, 852]
divider bbox=[118, 724, 326, 727]
ad-near: Πλησίον Καπνοκοπτηρίου bbox=[149, 706, 295, 720]
article-text: Εἶτε τὰ μέγαρα τῶν Σικελῶν εὐγενῶν, τὰ πλεῖστον ἐρειπωμένα ἐρημα ἢ κατοικημένα τῶν ἀπὸ μακρὰν συγγενῶν, γυναικοπαίδων, καὶ χωρὶς νὰ εὐμορφεῖ ν' ἀνοιγῶσι παρὰ τὰ μόνον πρὸς τὸν παρελθῇ, ζητεῖ εἰς τὰ παράθυρα ἐκεί-να ἄλλας μορφάς, ἄλλας ἐνδυμασίας αἱ ὁποῖαι παρῆλθον διὰ παντὸς ὡς νὰ ὀνειρεύῃ τῶν παρελθόντων. Ποῦ ἡ βίσκας ἀκούεται... 'Αλλ' ὄχι! εἶνε εἰς παρηγγελθόσης ἐρρεανώνοντος διεξέρχεται ταῦτας κάτι εἰς τῆς χορῆς τοῦ καὶ μὲν γραΐα σύρουσα τὰ ἐγχειρίδια τῆς κατάθρα... bbox=[118, 271, 326, 470]
subheadline: Καὶ ἄλλαι ὁμάδες διὰ τὴν Μακεδονίαν bbox=[830, 1058, 986, 1085]
ad-text: Ἀρτι ἐκ Παρισίων ἐπανελθὼν ἔνθα ἐπὶ μακρὸν εἰς τὴν θεραπείαν τῶν ἀνωτ' νοσημά-των εἰδικῶς ἠσχολήθη. bbox=[118, 611, 326, 665]
article-text: Πλὴν τούτου ὁ εἰρημένος ὁμογενὴς ἀφῆκεν εἰς τὸ ὑπουργεῖον τῶν Ναυτικῶν τῆς Ἑλλάδος 15 χιλιάδας φράγκων, λαμβανόμενα ἐκ τοῦ κτήματος Braganești καὶ Rouseni ὑπὸ τὸν ὅρον ὅπως μετὰ τὸν θάνατον τῆς συζύγου του ἐγκαταστηθῇ ὁ τόκος εἰς τὴν ἑλληνικὴν Βουλήν. bbox=[1030, 513, 1246, 619]
headline: Ο ΘΑΝΑΤΟΣ bbox=[834, 400, 982, 426]
article-text: Καλῶς ἤλθετε καὶ παιδιὰ γενναῖα τοῦ Ἑλληνισμοῦ, Ἐσεῖς οἱ ὁποῖοι κατὰ τὴν ἑορτὴν αὐτὴν τῆς ἐλευθερίας ἐβοηθήσατε τὴν πατρίδα τὴν ὁποίαν ἀγαπάτε. bbox=[1260, 744, 1478, 811]
article-text: Ἐπὶ τῆς ἀναβιβάσεως μηνύσεως τοῦ κ. Σπανοῦ κατὰ τῶν δασοφυλάκων τοῦ Παρνασσοῦ δι' ὑπερβάσεις, ἐτέθη εἰς κατηγορίαν ὁ κ. Ἐπιμελητὴς ἐπειδὴ ἐξακριβώθη δὲ ὅτι ἐπληροφόρησεν ἐρχόμενος εἰς τὸν δῆμον Παρνασσοῦ. bbox=[570, 1188, 786, 1282]
article-text: Ὁ Σπυρίδων Ταβουλάρης τὸ πρῶτον ἐπαίξεν ἐρασιτεχνικῶς ἐπὶ σκηνῆς ἐν τῷ θεάτρῳ τοῦ Ἀθηναϊκοῦ Συλλόγου. bbox=[800, 758, 1016, 799]
article-text: Ἄνδρες, γυναῖκες, παιδιὰ τὸν ὑπεδέχοντο ζητωκραυγάζοντες δεκάκις. bbox=[1260, 403, 1478, 443]
section-title: ΕΙΔΗΣΕΙΣ ΤΗΣ ΗΜΕΡΑΣ bbox=[365, 59, 531, 171]
ad-title: ΙΑΤΡΟΣ bbox=[189, 575, 255, 595]
ad-subtitle: ΦΙΛΕΡΙΟΝ bbox=[145, 1656, 299, 1683]
source: (Ἐθν. Πρακ.) bbox=[483, 334, 556, 348]
article-text: Διαμαρτυρόμενος κατὰ τῆς τοιαύτης πρωτοφανοῦς καταστάσεως παρακαλῶ νὰ μεριμνήσητε ὅπως ληφθῶσι τὰ κατάλληλα μέτρα καὶ μὴ παρεμποδίζηται ἡ πολιτικὴ ἐνέργεια. bbox=[1030, 86, 1246, 153]
article-text: Δυστυχῶς ὅμως κατὰ τὸν μεταξὺ χρόνον, ἡ πρεσβεία ἐγένετο ἐγκαταλειφθεῖσα ἀπὸ τὸν κ. Ἀργυρόπουλον, κατὰ τοῦ ὁποίου δίκαιον ἐπίσης ἐπέμβασις ὑπὲρ τοῦ κληροδοτήματος. bbox=[1030, 853, 1246, 933]
ad-text: Οἰκονομική κατὰ τὸ ἥμισυ ἀπὸ τὸ συνήθη σάπωνα. Χονδρικῶς καὶ λιανικῶς πωλεῖται εἰς δύο ἐργαστήρια. bbox=[118, 1380, 326, 1434]
list-item: — Ἀπομνημονεύματα Γαλατικοῦ πολέμου. bbox=[124, 1156, 326, 1180]
list-item: — β' bbox=[124, 821, 146, 833]
headline: ΤΟ ΕΞΑΦΑΝΙΣΘΕΝ ΚΙΒΩΤΙΟΝ bbox=[813, 187, 1003, 202]
source: (Ἰδιαιτ. τηλεγρ. τοῦ «Ἐμπρὸς») bbox=[1050, 1206, 1226, 1220]
article-text: Καὶ ἐνῷ ὁ κόσμος ἐπορεύθη εἰς τὴν ὁδὸν Ἀκαδημίας καταφθάνουσιν οἱ ἐντὸς Ἠπειρῶται, ἠγουμένης μουσικῆς. bbox=[1260, 1039, 1478, 1093]
ad-name: Ν. Π. ΚΥΡΙΑΚΟΣ bbox=[133, 550, 311, 575]
subheadline: Τί ἐνεργοῦν οἱ ἐνδιαφερόμενοι bbox=[1043, 1058, 1233, 1072]
column-rule bbox=[792, 58, 793, 2208]
book-list bbox=[118, 1072, 326, 1180]
